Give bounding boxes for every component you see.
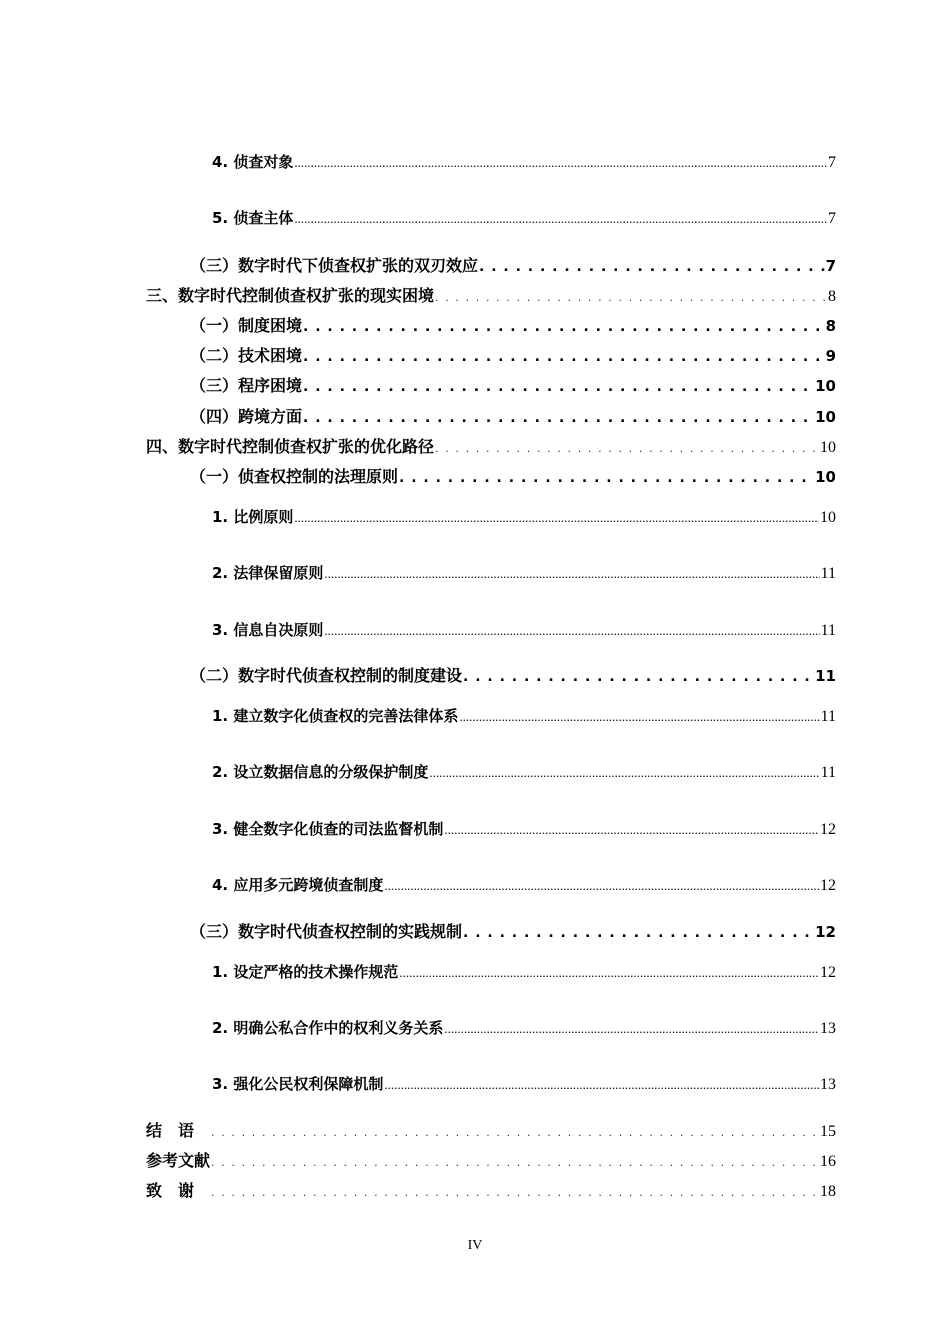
dot-leader	[303, 316, 825, 335]
toc-page-number: 11	[815, 667, 836, 685]
dot-leader	[294, 153, 827, 171]
toc-page-number: 12	[820, 964, 836, 981]
dot-leader	[303, 407, 814, 426]
toc-page-number: 8	[828, 288, 836, 305]
toc-page-number: 15	[820, 1123, 836, 1140]
dot-leader	[435, 286, 827, 305]
dot-leader	[384, 1075, 819, 1093]
toc-entry-title: 2. 法律保留原则	[212, 564, 324, 582]
dot-leader	[463, 922, 814, 941]
toc-page-number: 11	[820, 565, 836, 582]
toc-entry-title: （三）数字时代下侦查权扩张的双刃效应	[190, 256, 479, 275]
dot-leader	[444, 820, 819, 838]
toc-entry-title: 3. 强化公民权利保障机制	[212, 1075, 384, 1093]
dot-leader	[294, 508, 819, 526]
toc-page-number: 12	[815, 923, 836, 941]
toc-entry-title: 1. 建立数字化侦查权的完善法律体系	[212, 707, 459, 725]
dot-leader	[429, 763, 819, 781]
toc-entry-title: 2. 明确公私合作中的权利义务关系	[212, 1019, 444, 1037]
dot-leader	[303, 346, 825, 365]
dot-leader	[459, 707, 819, 725]
toc-entry[interactable]	[212, 1017, 836, 1038]
toc-entry[interactable]	[190, 253, 836, 276]
toc-entry[interactable]	[212, 619, 836, 640]
dot-leader	[303, 376, 814, 395]
toc-entry[interactable]	[190, 373, 836, 396]
toc-page-number: 12	[820, 821, 836, 838]
toc-entry[interactable]	[190, 464, 836, 487]
toc-entry-title: 致谢	[146, 1181, 211, 1200]
dot-leader	[211, 1151, 819, 1170]
toc-entry-title: （三）数字时代侦查权控制的实践规制	[190, 922, 463, 941]
dot-leader	[294, 209, 827, 227]
toc-entry-title: 3. 健全数字化侦查的司法监督机制	[212, 820, 444, 838]
toc-page-number: 10	[820, 509, 836, 526]
toc-page-number: 13	[820, 1076, 836, 1093]
dot-leader	[399, 963, 819, 981]
toc-entry[interactable]	[212, 207, 836, 228]
toc-entry-title: （一）制度困境	[190, 316, 303, 335]
toc-entry[interactable]	[212, 562, 836, 583]
toc-page-number: 12	[820, 877, 836, 894]
toc-page-number: 10	[815, 408, 836, 426]
toc-page-number: 16	[820, 1153, 836, 1170]
toc-page-number: 18	[820, 1183, 836, 1200]
dot-leader	[479, 256, 825, 275]
dot-leader	[324, 564, 819, 582]
toc-entry-title: 结语	[146, 1121, 211, 1140]
toc-page-number: 11	[820, 622, 836, 639]
toc-entry-title: （一）侦查权控制的法理原则	[190, 467, 399, 486]
toc-entry[interactable]	[212, 506, 836, 527]
dot-leader	[324, 621, 819, 639]
toc-entry-title: 四、数字时代控制侦查权扩张的优化路径	[146, 437, 435, 456]
toc-entry[interactable]	[190, 404, 836, 427]
toc-entry-title: 1. 比例原则	[212, 508, 294, 526]
toc-entry-title: （二）数字时代侦查权控制的制度建设	[190, 666, 463, 685]
dot-leader	[399, 467, 814, 486]
toc-entry[interactable]	[146, 1118, 836, 1141]
toc-page-number: 11	[820, 764, 836, 781]
dot-leader	[444, 1019, 819, 1037]
dot-leader	[384, 876, 819, 894]
toc-page-number: 10	[820, 439, 836, 456]
toc-entry-title: 2. 设立数据信息的分级保护制度	[212, 763, 429, 781]
toc-entry-title: （三）程序困境	[190, 376, 303, 395]
dot-leader	[463, 666, 814, 685]
toc-page-number: 10	[815, 468, 836, 486]
toc-entry[interactable]	[146, 1148, 836, 1171]
toc-entry[interactable]	[212, 705, 836, 726]
toc-entry-title: 5. 侦查主体	[212, 209, 294, 227]
toc-entry[interactable]	[190, 919, 836, 942]
toc-page-number: 10	[815, 377, 836, 395]
toc-entry[interactable]	[190, 343, 836, 366]
toc-page-number: 7	[828, 210, 836, 227]
toc-page-number: 13	[820, 1020, 836, 1037]
dot-leader	[435, 437, 819, 456]
dot-leader	[211, 1181, 819, 1200]
toc-entry-title: 3. 信息自决原则	[212, 621, 324, 639]
toc-entry[interactable]	[212, 151, 836, 172]
toc-entry-title: 4. 侦查对象	[212, 153, 294, 171]
toc-page-number: 7	[828, 154, 836, 171]
toc-page-number: 9	[825, 347, 836, 365]
toc-entry[interactable]	[146, 434, 836, 457]
toc-entry-title: （四）跨境方面	[190, 407, 303, 426]
toc-entry[interactable]	[212, 761, 836, 782]
toc-entry[interactable]	[190, 663, 836, 686]
toc-page-number: 11	[820, 708, 836, 725]
toc-entry-title: 参考文献	[146, 1151, 211, 1170]
toc-entry[interactable]	[146, 283, 836, 306]
toc-entry[interactable]	[212, 961, 836, 982]
toc-entry-title: 1. 设定严格的技术操作规范	[212, 963, 399, 981]
toc-entry[interactable]	[212, 1073, 836, 1094]
toc-page-number: 7	[825, 257, 836, 275]
page-number: IV	[467, 1238, 483, 1253]
toc-page-number: 8	[825, 317, 836, 335]
toc-entry[interactable]	[190, 313, 836, 336]
toc-entry-title: 4. 应用多元跨境侦查制度	[212, 876, 384, 894]
toc-entry[interactable]	[212, 874, 836, 895]
dot-leader	[211, 1121, 819, 1140]
toc-entry[interactable]	[212, 818, 836, 839]
toc-entry-title: 三、数字时代控制侦查权扩张的现实困境	[146, 286, 435, 305]
toc-entry[interactable]	[146, 1178, 836, 1201]
toc-entry-title: （二）技术困境	[190, 346, 303, 365]
